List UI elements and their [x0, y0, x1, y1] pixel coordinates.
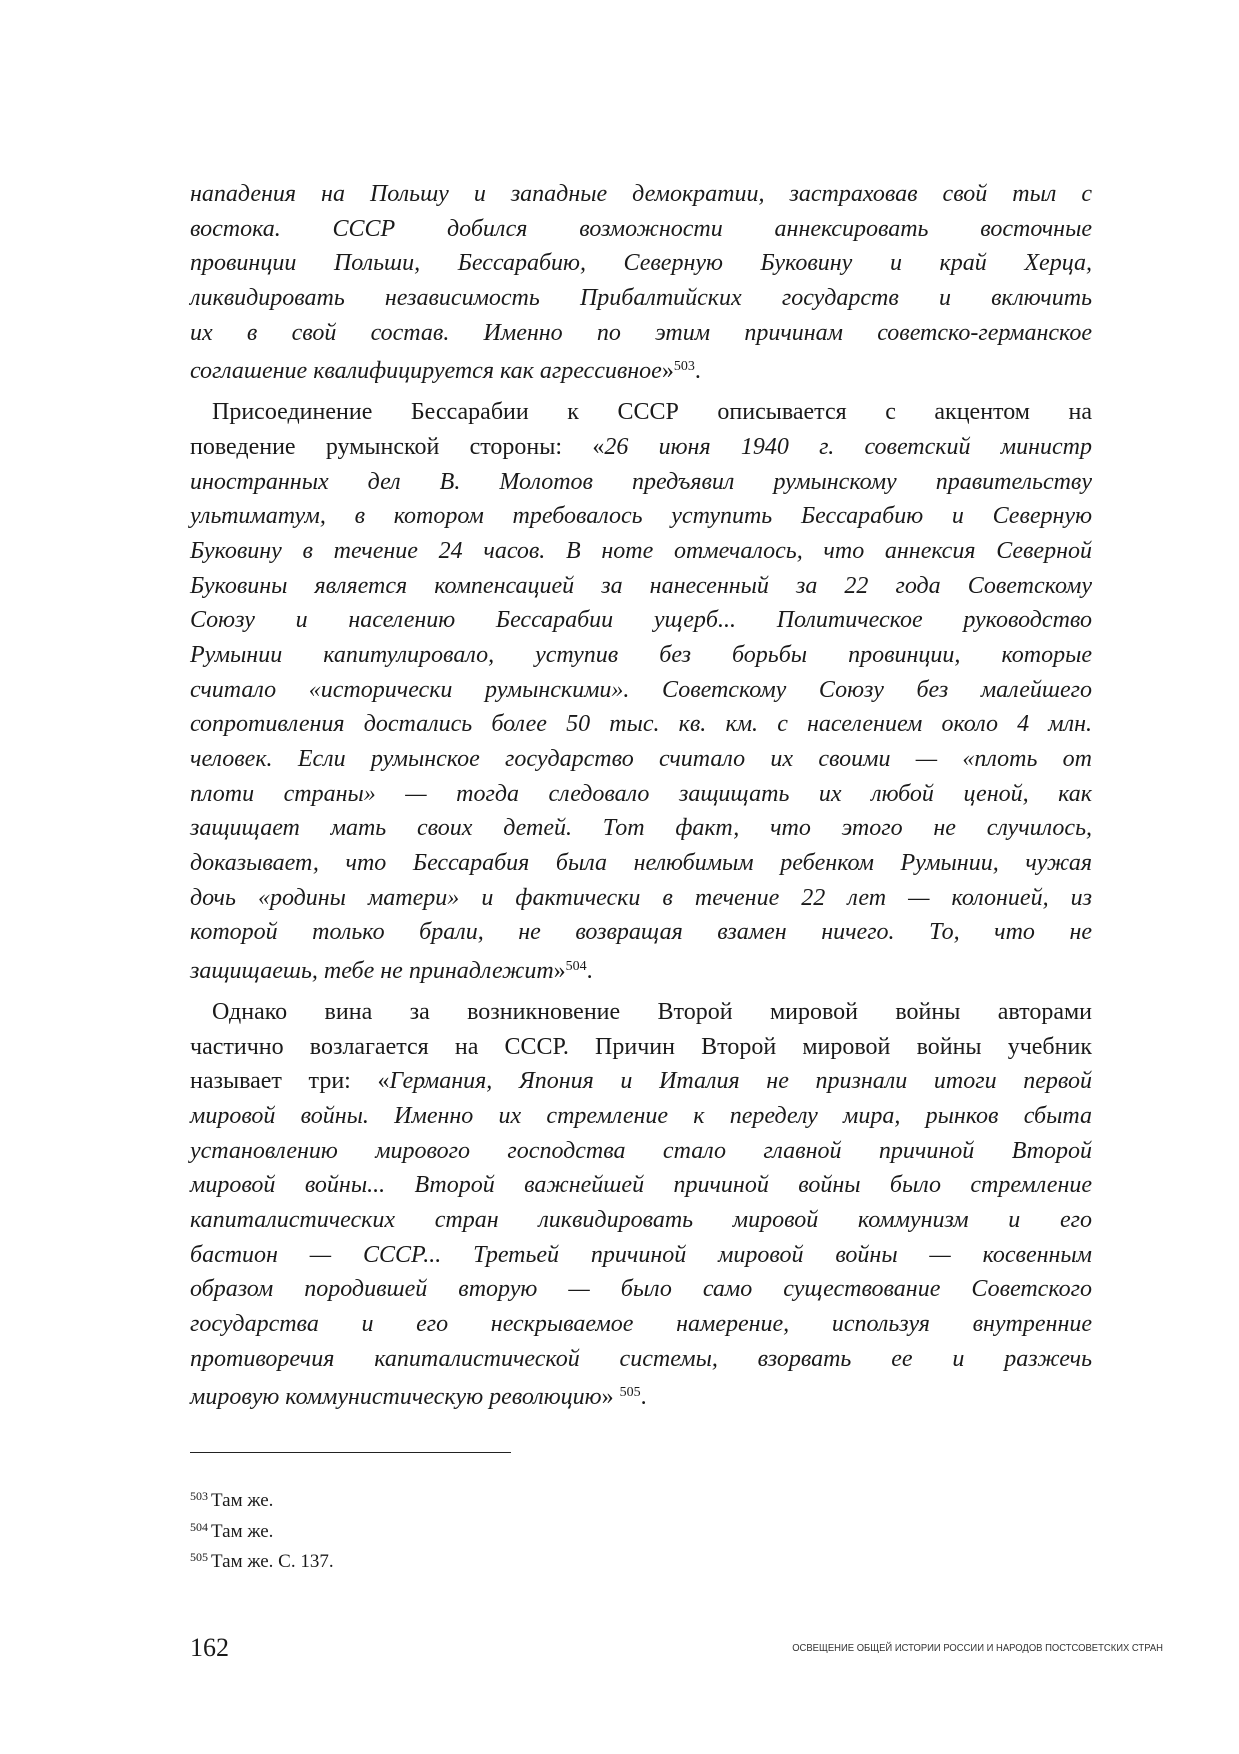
text-segment: Буковину в течение 24 часов. В ноте отмечалось, что аннексия Северной: [190, 537, 1092, 564]
text-segment: .: [640, 1384, 647, 1411]
footnote-text: Там же.: [211, 1490, 274, 1511]
footnote-text: Там же. С. 137.: [211, 1551, 334, 1572]
text-line: [190, 707, 1092, 742]
text-segment: поведение румынской стороны: «: [190, 433, 605, 460]
text-line: [190, 881, 1092, 916]
text-line: [190, 350, 1092, 385]
text-line: [190, 638, 1092, 673]
text-line: [190, 1272, 1092, 1307]
text-segment: Буковины является компенсацией за нанесенный за 22 года Советскому: [190, 572, 1092, 599]
body-text: [190, 177, 1092, 1421]
text-segment: считало «исторически румынскими». Советскому Союзу без малейшего: [190, 676, 1092, 703]
text-line: [190, 430, 1092, 465]
text-line: [190, 846, 1092, 881]
footnote-reference: 505: [619, 1385, 641, 1401]
text-line: [190, 1238, 1092, 1273]
footnote-number: 504: [190, 1520, 208, 1534]
text-line: [190, 395, 1092, 430]
text-segment: Присоединение Бессарабии к СССР описывается с акцентом на: [212, 399, 1092, 426]
paragraph: [190, 395, 1092, 985]
footnote-504: [190, 1516, 273, 1543]
text-line: [190, 915, 1092, 950]
text-line: [190, 1099, 1092, 1134]
footnote-number: 505: [190, 1550, 208, 1564]
text-segment: .: [586, 958, 593, 985]
text-segment: мировую коммунистическую революцию: [190, 1384, 602, 1411]
text-segment: защищаешь, тебе не принадлежит: [190, 958, 554, 985]
text-segment: Румынии капитулировало, уступив без борьбы провинции, которые: [190, 641, 1092, 668]
text-segment: бастион — СССР... Третьей причиной мировой войны — косвенным: [190, 1241, 1092, 1268]
text-segment: соглашение квалифицируется как агрессивное: [190, 358, 662, 385]
text-line: [190, 603, 1092, 638]
text-line: [190, 1376, 1092, 1411]
text-segment: »: [661, 358, 674, 385]
page-number: 162: [190, 1633, 229, 1662]
footnote-text: Там же.: [211, 1521, 274, 1542]
text-segment: сопротивления достались более 50 тыс. кв. км. с населением около 4 млн.: [190, 711, 1092, 738]
text-segment: образом породившей вторую — было само существование Советского: [190, 1276, 1092, 1303]
text-line: [190, 465, 1092, 500]
text-line: [190, 777, 1092, 812]
text-segment: защищает мать своих детей. Тот факт, что этого не случилось,: [190, 815, 1092, 842]
text-segment: нападения на Польшу и западные демократии, застраховав свой тыл с: [190, 181, 1092, 207]
footnote-reference: 504: [565, 959, 587, 975]
text-segment: Союзу и населению Бессарабии ущерб... Политическое руководство: [190, 607, 1092, 634]
paragraph: [190, 177, 1092, 385]
text-segment: установлению мирового господства стало главной причиной Второй: [190, 1137, 1092, 1164]
text-segment: Германия, Япония и Италия не признали итоги первой: [389, 1068, 1093, 1095]
text-segment: дочь «родины матери» и фактически в течение 22 лет — колонией, из: [190, 884, 1092, 911]
text-line: [190, 1168, 1092, 1203]
footnote-505: [190, 1546, 334, 1573]
footnote-503: [190, 1485, 273, 1512]
text-line: [190, 1134, 1092, 1169]
text-segment: называет три: «: [190, 1068, 390, 1095]
text-segment: ультиматум, в котором требовалось уступить Бессарабию и Северную: [190, 503, 1092, 530]
text-line: [190, 534, 1092, 569]
text-line: [190, 995, 1092, 1030]
text-segment: мировой войны... Второй важнейшей причиной войны было стремление: [190, 1172, 1092, 1199]
text-line: [190, 212, 1092, 247]
text-segment: государства и его нескрываемое намерение, используя внутренние: [190, 1311, 1092, 1337]
text-line: [190, 1307, 1092, 1342]
text-segment: »: [601, 1384, 620, 1411]
text-line: [190, 1342, 1092, 1377]
footnote-reference: 503: [673, 359, 695, 375]
text-line: [190, 281, 1092, 316]
text-segment: »: [553, 958, 566, 985]
text-segment: частично возлагается на СССР. Причин Второй мировой войны учебник: [190, 1033, 1092, 1060]
text-line: [190, 569, 1092, 604]
text-line: [190, 811, 1092, 846]
text-line: [190, 1203, 1092, 1238]
text-line: [190, 246, 1092, 281]
text-segment: плоти страны» — тогда следовало защищать их любой ценой, как: [190, 780, 1092, 807]
text-segment: .: [694, 358, 701, 385]
text-line: [190, 499, 1092, 534]
footnote-number: 503: [190, 1489, 208, 1503]
text-line: [190, 673, 1092, 708]
text-line: [190, 742, 1092, 777]
text-line: [190, 177, 1092, 212]
text-segment: доказывает, что Бессарабия была нелюбимым ребенком Румынии, чужая: [190, 850, 1092, 877]
text-line: [190, 950, 1092, 985]
text-segment: мировой войны. Именно их стремление к переделу мира, рынков сбыта: [190, 1102, 1092, 1129]
text-segment: провинции Польши, Бессарабию, Северную Буковину и край Херца,: [190, 250, 1092, 277]
footnote-separator: [190, 1452, 511, 1453]
text-line: [190, 1030, 1092, 1065]
text-line: [190, 1064, 1092, 1099]
running-head: ОСВЕЩЕНИЕ ОБЩЕЙ ИСТОРИИ РОССИИ И НАРОДОВ ПОСТСОВЕТСКИХ СТРАН: [792, 1642, 1163, 1654]
text-segment: человек. Если румынское государство считало их своими — «плоть от: [190, 746, 1092, 772]
text-line: [190, 316, 1092, 351]
text-segment: иностранных дел В. Молотов предъявил румынскому правительству: [190, 468, 1092, 495]
text-segment: 26 июня 1940 г. советский министр: [604, 433, 1092, 460]
text-segment: востока. СССР добился возможности аннексировать восточные: [190, 215, 1092, 242]
text-segment: ликвидировать независимость Прибалтийских государств и включить: [190, 285, 1092, 312]
text-segment: противоречия капиталистической системы, взорвать ее и разжечь: [190, 1345, 1092, 1372]
text-segment: их в свой состав. Именно по этим причинам советско-германское: [190, 319, 1092, 346]
text-segment: капиталистических стран ликвидировать мировой коммунизм и его: [190, 1206, 1092, 1233]
paragraph: [190, 995, 1092, 1411]
text-segment: Однако вина за возникновение Второй мировой войны авторами: [212, 998, 1092, 1025]
text-segment: которой только брали, не возвращая взамен ничего. То, что не: [190, 919, 1092, 946]
